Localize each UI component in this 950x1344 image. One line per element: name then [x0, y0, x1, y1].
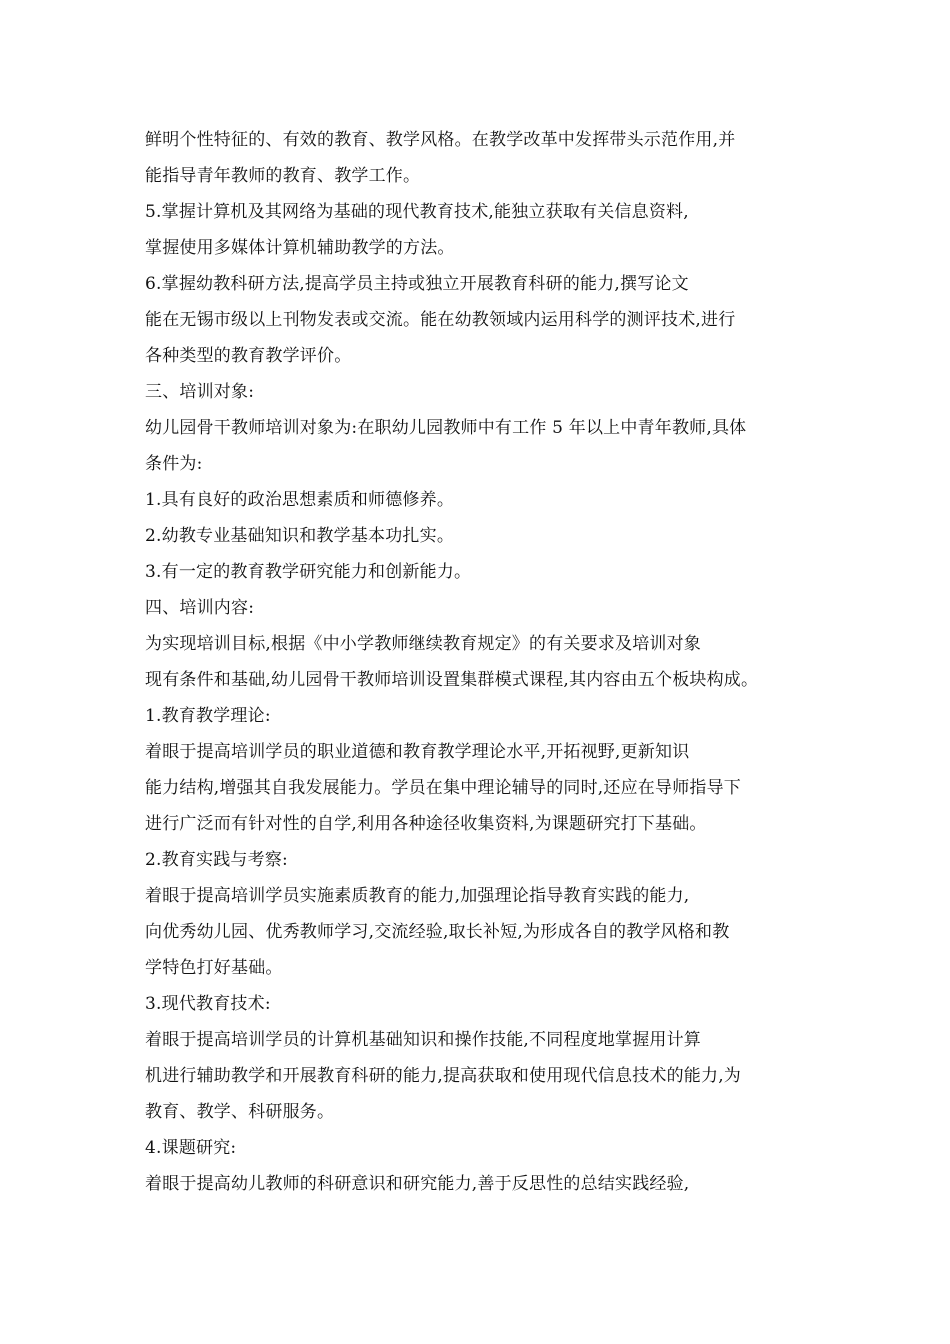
text-line: 能指导青年教师的教育、教学工作。 — [145, 166, 421, 186]
list-item: 3.有一定的教育教学研究能力和创新能力。 — [145, 562, 472, 582]
section-heading: 四、培训内容: — [145, 598, 255, 618]
text-line: 5.掌握计算机及其网络为基础的现代教育技术,能独立获取有关信息资料, — [145, 202, 689, 222]
text-line: 6.掌握幼教科研方法,提高学员主持或独立开展教育科研的能力,撰写论文 — [145, 274, 689, 294]
text-line: 幼儿园骨干教师培训对象为:在职幼儿园教师中有工作 5 年以上中青年教师,具体 — [145, 418, 747, 438]
document-body — [145, 122, 825, 1202]
text-line: 条件为: — [145, 454, 203, 474]
text-line: 掌握使用多媒体计算机辅助教学的方法。 — [145, 238, 455, 258]
text-line: 机进行辅助教学和开展教育科研的能力,提高获取和使用现代信息技术的能力,为 — [145, 1066, 742, 1086]
text-line: 进行广泛而有针对性的自学,利用各种途径收集资料,为课题研究打下基础。 — [145, 814, 707, 834]
subsection-heading: 1.教育教学理论: — [145, 706, 271, 726]
text-line: 着眼于提高培训学员实施素质教育的能力,加强理论指导教育实践的能力, — [145, 886, 690, 906]
text-line: 能力结构,增强其自我发展能力。学员在集中理论辅导的同时,还应在导师指导下 — [145, 778, 742, 798]
text-line: 着眼于提高培训学员的职业道德和教育教学理论水平,开拓视野,更新知识 — [145, 742, 690, 762]
text-line: 各种类型的教育教学评价。 — [145, 346, 352, 366]
subsection-heading: 4.课题研究: — [145, 1138, 237, 1158]
list-item: 1.具有良好的政治思想素质和师德修养。 — [145, 490, 455, 510]
subsection-heading: 2.教育实践与考察: — [145, 850, 288, 870]
text-line: 鲜明个性特征的、有效的教育、教学风格。在教学改革中发挥带头示范作用,并 — [145, 130, 736, 150]
section-heading: 三、培训对象: — [145, 382, 255, 402]
list-item: 2.幼教专业基础知识和教学基本功扎实。 — [145, 526, 455, 546]
text-line: 现有条件和基础,幼儿园骨干教师培训设置集群模式课程,其内容由五个板块构成。 — [145, 670, 759, 690]
text-line: 能在无锡市级以上刊物发表或交流。能在幼教领域内运用科学的测评技术,进行 — [145, 310, 736, 330]
text-line: 向优秀幼儿园、优秀教师学习,交流经验,取长补短,为形成各自的教学风格和教 — [145, 922, 730, 942]
text-line: 教育、教学、科研服务。 — [145, 1102, 335, 1122]
text-line: 为实现培训目标,根据《中小学教师继续教育规定》的有关要求及培训对象 — [145, 634, 702, 654]
subsection-heading: 3.现代教育技术: — [145, 994, 271, 1014]
text-line: 学特色打好基础。 — [145, 958, 283, 978]
text-line: 着眼于提高培训学员的计算机基础知识和操作技能,不同程度地掌握用计算 — [145, 1030, 702, 1050]
text-line: 着眼于提高幼儿教师的科研意识和研究能力,善于反思性的总结实践经验, — [145, 1174, 690, 1194]
